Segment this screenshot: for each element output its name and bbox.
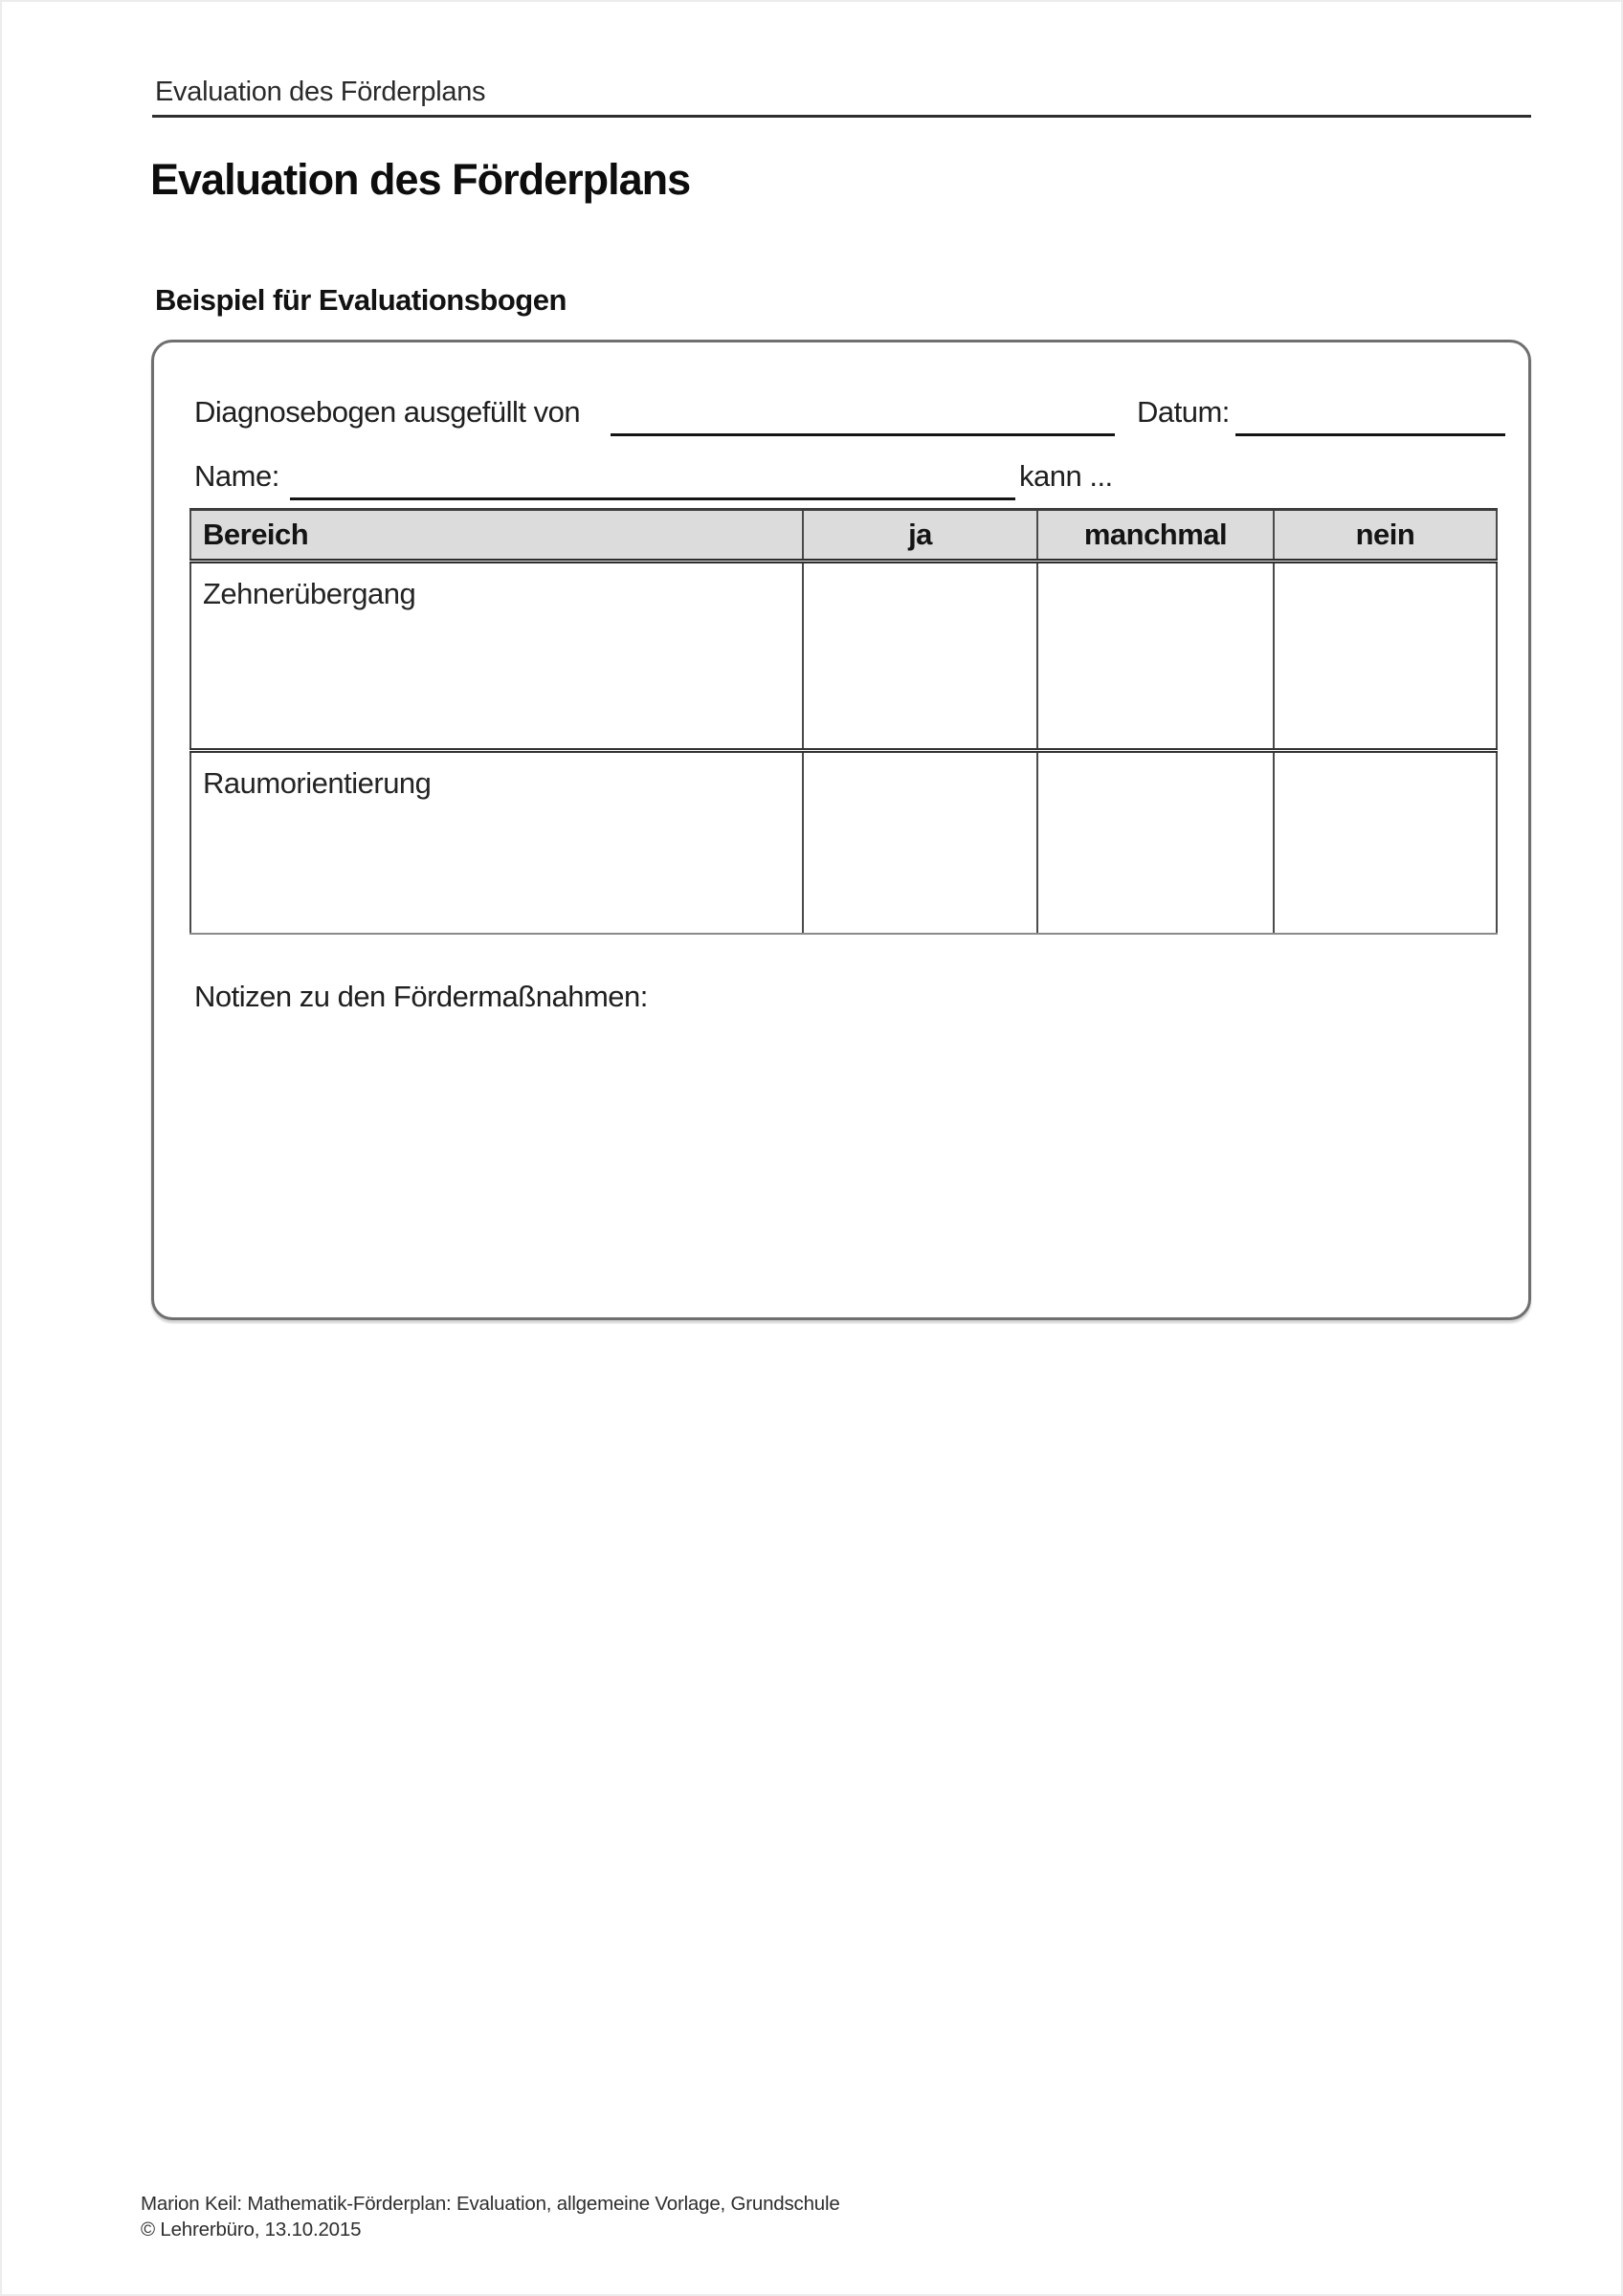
column-header-ja: ja [803,510,1037,562]
header-rule-divider [152,115,1531,118]
page-title: Evaluation des Förderplans [150,155,691,204]
filled-by-label: Diagnosebogen ausgefüllt von [194,395,581,429]
notes-area [194,1022,1494,1280]
row-label-raumorientierung: Raumorientierung [190,751,803,935]
footer-copyright: © Lehrerbüro, 13.10.2015 [141,2219,362,2241]
evaluation-table [189,508,1498,935]
table-row [190,751,1497,935]
section-heading: Beispiel für Evaluationsbogen [155,283,567,317]
cell-raumorientierung-ja [803,751,1037,935]
page-footer [141,2191,840,2242]
footer-credit: Marion Keil: Mathematik-Förderplan: Evaluation, allgemeine Vorlage, Grundschule [141,2193,840,2215]
filled-by-field [611,399,1115,436]
cell-zehneruebergang-ja [803,562,1037,751]
running-header: Evaluation des Förderplans [155,77,486,107]
date-label: Datum: [1137,395,1230,429]
kann-suffix-label: kann ... [1019,459,1113,493]
table-row [190,562,1497,751]
column-header-nein: nein [1274,510,1497,562]
cell-zehneruebergang-manchmal [1037,562,1274,751]
notes-label: Notizen zu den Fördermaßnahmen: [194,980,648,1013]
cell-raumorientierung-manchmal [1037,751,1274,935]
name-label: Name: [194,459,279,493]
column-header-bereich: Bereich [190,510,803,562]
row-label-zehneruebergang: Zehnerübergang [190,562,803,751]
evaluation-form-box [151,340,1531,1320]
table-header-row [190,510,1497,562]
cell-zehneruebergang-nein [1274,562,1497,751]
name-field [290,463,1015,500]
date-field [1235,399,1505,436]
column-header-manchmal: manchmal [1037,510,1274,562]
cell-raumorientierung-nein [1274,751,1497,935]
